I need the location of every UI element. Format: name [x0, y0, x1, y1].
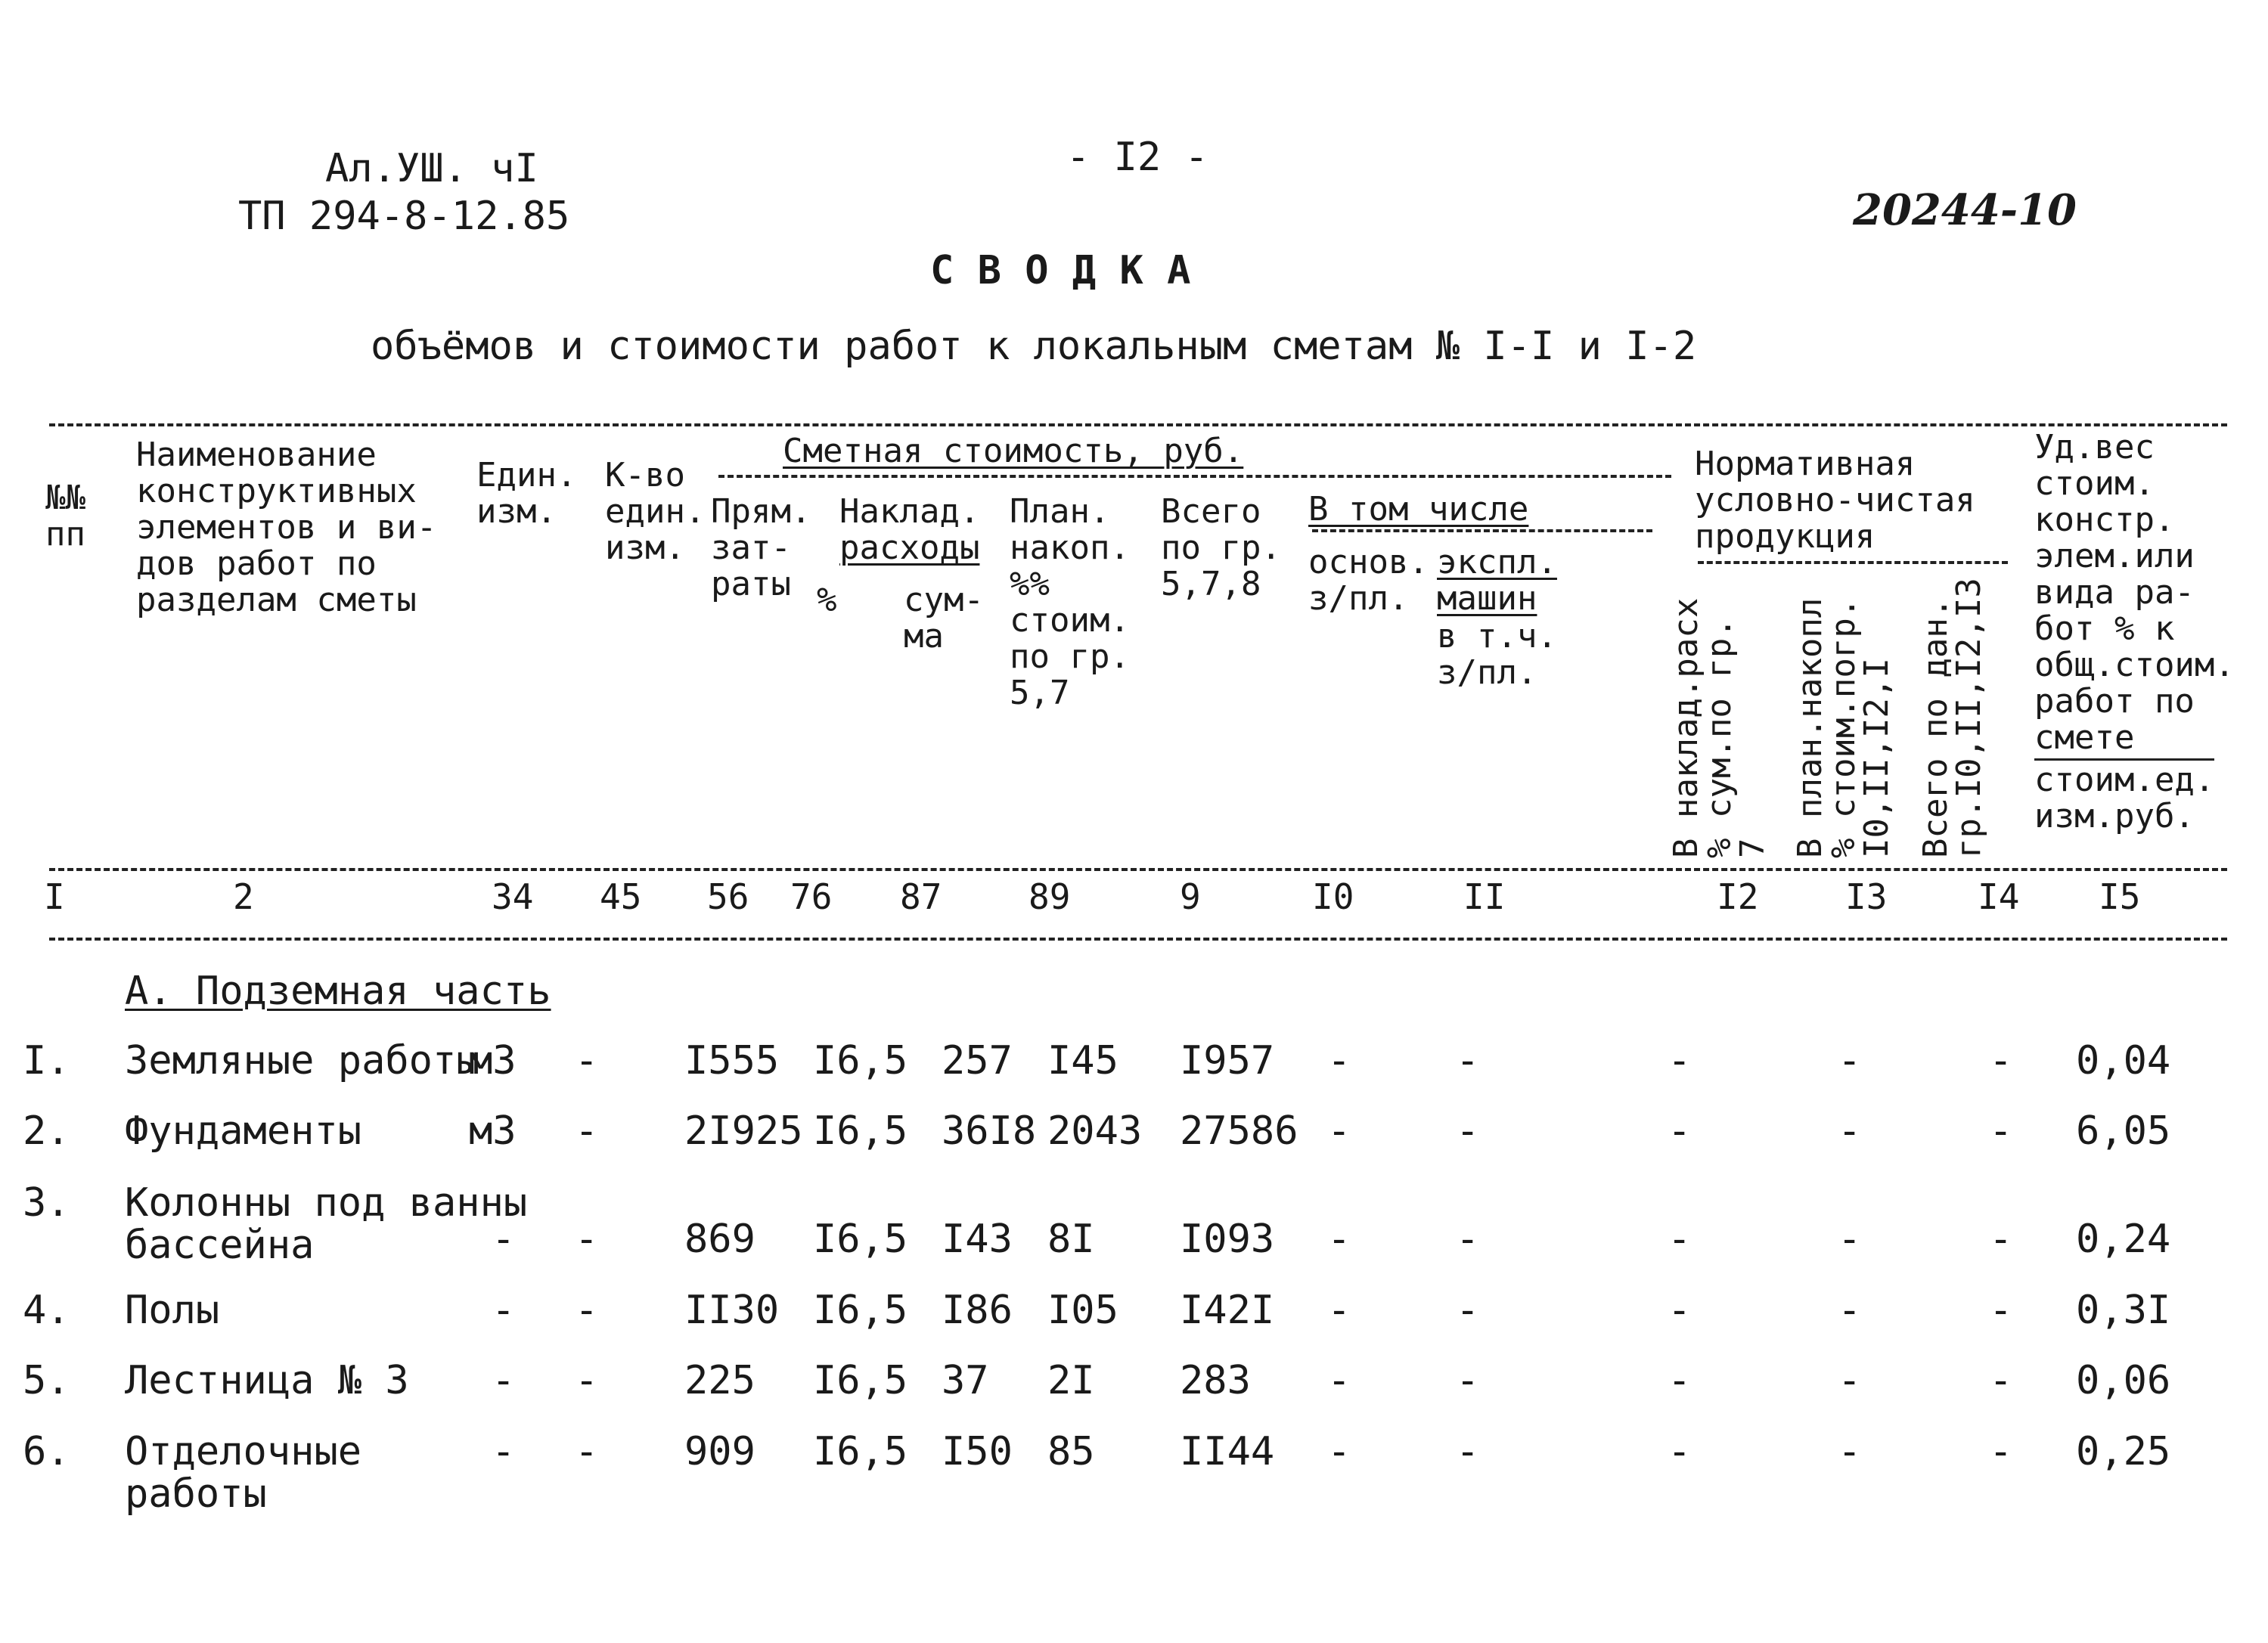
row-norm-plan: - — [1838, 1038, 1862, 1083]
header-group-norm: Нормативная условно-чистая продукция — [1690, 446, 1980, 555]
header-col-norm-plan: В план.накопл % стоим.погр. I0,II,I2,I — [1791, 597, 1896, 858]
row-share: 0,04 — [2076, 1038, 2171, 1083]
col-number: 9 — [1180, 876, 1201, 917]
table-row — [0, 1180, 2268, 1268]
header-col-unit: Един. изм. — [476, 456, 577, 531]
row-overhead-pct: I6,5 — [813, 1288, 908, 1333]
row-overhead-sum: 36I8 — [942, 1108, 1037, 1154]
table-row — [0, 1359, 2268, 1405]
row-unit: м3 — [469, 1108, 517, 1154]
row-number: 3. — [23, 1180, 70, 1226]
row-norm-overhead: - — [1668, 1429, 1692, 1474]
row-wages: - — [1327, 1288, 1351, 1333]
row-norm-overhead: - — [1668, 1108, 1692, 1154]
col-number: I4 — [1978, 876, 2020, 917]
row-overhead-pct: I6,5 — [813, 1429, 908, 1474]
col-number: 56 — [707, 876, 749, 917]
row-norm-plan: - — [1838, 1358, 1862, 1403]
row-overhead-pct: I6,5 — [813, 1358, 908, 1403]
row-overhead-sum: 37 — [942, 1358, 989, 1403]
row-plan: 8I — [1047, 1217, 1095, 1262]
row-total: I42I — [1180, 1288, 1275, 1333]
header-bottom-rule — [49, 868, 2227, 871]
row-overhead-sum: I86 — [942, 1288, 1013, 1333]
row-norm-total: - — [1989, 1288, 2013, 1333]
row-direct-cost: 869 — [684, 1217, 755, 1262]
row-share: 0,3I — [2076, 1288, 2171, 1333]
header-group-included: В том числе — [1308, 490, 1529, 529]
row-unit: - — [492, 1429, 516, 1474]
col-number: I3 — [1845, 876, 1888, 917]
row-norm-total: - — [1989, 1358, 2013, 1403]
row-name: Лестница № 3 — [125, 1358, 409, 1403]
row-plan: 85 — [1047, 1429, 1095, 1474]
row-norm-total: - — [1989, 1217, 2013, 1262]
handwritten-reference: 20244-10 — [1853, 185, 2077, 235]
header-col-number: №№ пп — [45, 479, 85, 553]
row-machines: - — [1456, 1038, 1480, 1083]
row-qty: - — [575, 1358, 599, 1403]
header-col-wages: основ. з/пл. — [1308, 543, 1429, 618]
row-norm-overhead: - — [1668, 1217, 1692, 1262]
table-row — [0, 1289, 2268, 1335]
row-name: Полы — [125, 1288, 220, 1333]
col-number: I5 — [2099, 876, 2141, 917]
row-machines: - — [1456, 1217, 1480, 1262]
row-machines: - — [1456, 1288, 1480, 1333]
header-col-norm-total: Всего по дан. гр.I0,II,I2,I3 — [1916, 578, 1988, 858]
row-overhead-pct: I6,5 — [813, 1217, 908, 1262]
row-plan: 2043 — [1047, 1108, 1143, 1154]
header-col-machines-sub: в т.ч. з/пл. — [1437, 617, 1557, 692]
header-col-overhead: Наклад. — [839, 492, 980, 531]
column-numbers-row — [0, 876, 2268, 917]
row-total: 27586 — [1180, 1108, 1298, 1154]
header-group-cost: Сметная стоимость, руб. — [775, 433, 1251, 470]
row-direct-cost: II30 — [684, 1288, 780, 1333]
row-qty: - — [575, 1429, 599, 1474]
row-qty: - — [575, 1038, 599, 1083]
row-unit: - — [492, 1288, 516, 1333]
row-wages: - — [1327, 1429, 1351, 1474]
row-norm-overhead: - — [1668, 1288, 1692, 1333]
header-col-machines: экспл. машин — [1437, 543, 1557, 618]
row-overhead-sum: 257 — [942, 1038, 1013, 1083]
row-number: I. — [23, 1038, 70, 1083]
header-col-direct: Прям. зат- раты — [711, 492, 811, 603]
row-norm-total: - — [1989, 1429, 2013, 1474]
document-subtitle: объёмов и стоимости работ к локальным сметам № I-I и I-2 — [371, 324, 1697, 369]
row-overhead-pct: I6,5 — [813, 1108, 908, 1154]
row-number: 2. — [23, 1108, 70, 1154]
row-name: Отделочные работы — [125, 1429, 362, 1517]
row-unit: - — [492, 1358, 516, 1403]
row-norm-total: - — [1989, 1038, 2013, 1083]
row-machines: - — [1456, 1429, 1480, 1474]
col-number: 2 — [233, 876, 254, 917]
row-share: 0,24 — [2076, 1217, 2171, 1262]
row-total: I957 — [1180, 1038, 1275, 1083]
project-code: ТП 294-8-12.85 — [238, 194, 570, 239]
row-name: Земляные работы — [125, 1038, 480, 1083]
row-overhead-pct: I6,5 — [813, 1038, 908, 1083]
row-norm-plan: - — [1838, 1288, 1862, 1333]
row-share: 6,05 — [2076, 1108, 2171, 1154]
col-number: 45 — [600, 876, 642, 917]
incl-group-rule — [1312, 529, 1652, 532]
header-col-plan: План. накоп. %% стоим. по гр. 5,7 — [1010, 492, 1130, 712]
row-number: 4. — [23, 1288, 70, 1333]
row-wages: - — [1327, 1217, 1351, 1262]
section-title: А. Подземная часть — [125, 969, 551, 1014]
col-numbers-rule — [49, 938, 2227, 941]
row-total: 283 — [1180, 1358, 1251, 1403]
col-number: II — [1463, 876, 1506, 917]
header-col-share-sub: стоим.ед. изм.руб. — [2034, 758, 2214, 835]
row-norm-plan: - — [1838, 1217, 1862, 1262]
table-top-rule — [49, 423, 2227, 426]
row-qty: - — [575, 1108, 599, 1154]
header-col-qty: К-во един. изм. — [605, 456, 706, 567]
row-overhead-sum: I43 — [942, 1217, 1013, 1262]
row-overhead-sum: I50 — [942, 1429, 1013, 1474]
row-direct-cost: 909 — [684, 1429, 755, 1474]
row-direct-cost: I555 — [684, 1038, 780, 1083]
col-number: 87 — [900, 876, 942, 917]
row-total: I093 — [1180, 1217, 1275, 1262]
row-norm-plan: - — [1838, 1429, 1862, 1474]
row-direct-cost: 2I925 — [684, 1108, 803, 1154]
album-code: Ал.УШ. чI — [325, 146, 538, 191]
header-col-name: Наименование конструктивных элементов и ви- дов работ по разделам сметы — [136, 436, 437, 619]
norm-group-rule — [1698, 561, 2008, 564]
row-norm-plan: - — [1838, 1108, 1862, 1154]
header-col-share: Уд.вес стоим. констр. элем.или вида ра- бот % к общ.стоим. работ по смете — [2034, 428, 2235, 757]
header-col-overhead-sub: расходы — [839, 529, 980, 567]
header-col-norm-overhead: В наклад.расх % сум.по гр. 7 — [1667, 597, 1772, 858]
row-share: 0,06 — [2076, 1358, 2171, 1403]
row-share: 0,25 — [2076, 1429, 2171, 1474]
row-plan: 2I — [1047, 1358, 1095, 1403]
cost-group-rule — [718, 475, 1671, 478]
table-row — [0, 1110, 2268, 1155]
col-number: I — [44, 876, 65, 917]
row-name: Колонны под ванны бассейна — [125, 1180, 528, 1268]
row-qty: - — [575, 1217, 599, 1262]
table-row — [0, 1429, 2268, 1517]
row-norm-overhead: - — [1668, 1038, 1692, 1083]
col-number: 34 — [492, 876, 534, 917]
row-name: Фундаменты — [125, 1108, 362, 1154]
header-col-total: Всего по гр. 5,7,8 — [1161, 492, 1281, 603]
row-number: 5. — [23, 1358, 70, 1403]
row-direct-cost: 225 — [684, 1358, 755, 1403]
header-col-overhead-pct: % — [817, 581, 837, 619]
row-unit: м3 — [469, 1038, 517, 1083]
page-number: - I2 - — [1066, 135, 1208, 180]
col-number: 76 — [790, 876, 833, 917]
col-number: I2 — [1717, 876, 1759, 917]
col-number: I0 — [1312, 876, 1354, 917]
row-wages: - — [1327, 1108, 1351, 1154]
row-norm-total: - — [1989, 1108, 2013, 1154]
row-total: II44 — [1180, 1429, 1275, 1474]
row-plan: I45 — [1047, 1038, 1118, 1083]
row-number: 6. — [23, 1429, 70, 1474]
row-wages: - — [1327, 1358, 1351, 1403]
col-number: 89 — [1029, 876, 1071, 917]
header-col-overhead-sum: сум- ма — [904, 581, 984, 656]
table-row — [0, 1040, 2268, 1085]
row-qty: - — [575, 1288, 599, 1333]
row-machines: - — [1456, 1358, 1480, 1403]
document-title: С В О Д К А — [930, 248, 1191, 293]
row-wages: - — [1327, 1038, 1351, 1083]
row-norm-overhead: - — [1668, 1358, 1692, 1403]
row-machines: - — [1456, 1108, 1480, 1154]
row-plan: I05 — [1047, 1288, 1118, 1333]
row-unit: - — [492, 1217, 516, 1262]
